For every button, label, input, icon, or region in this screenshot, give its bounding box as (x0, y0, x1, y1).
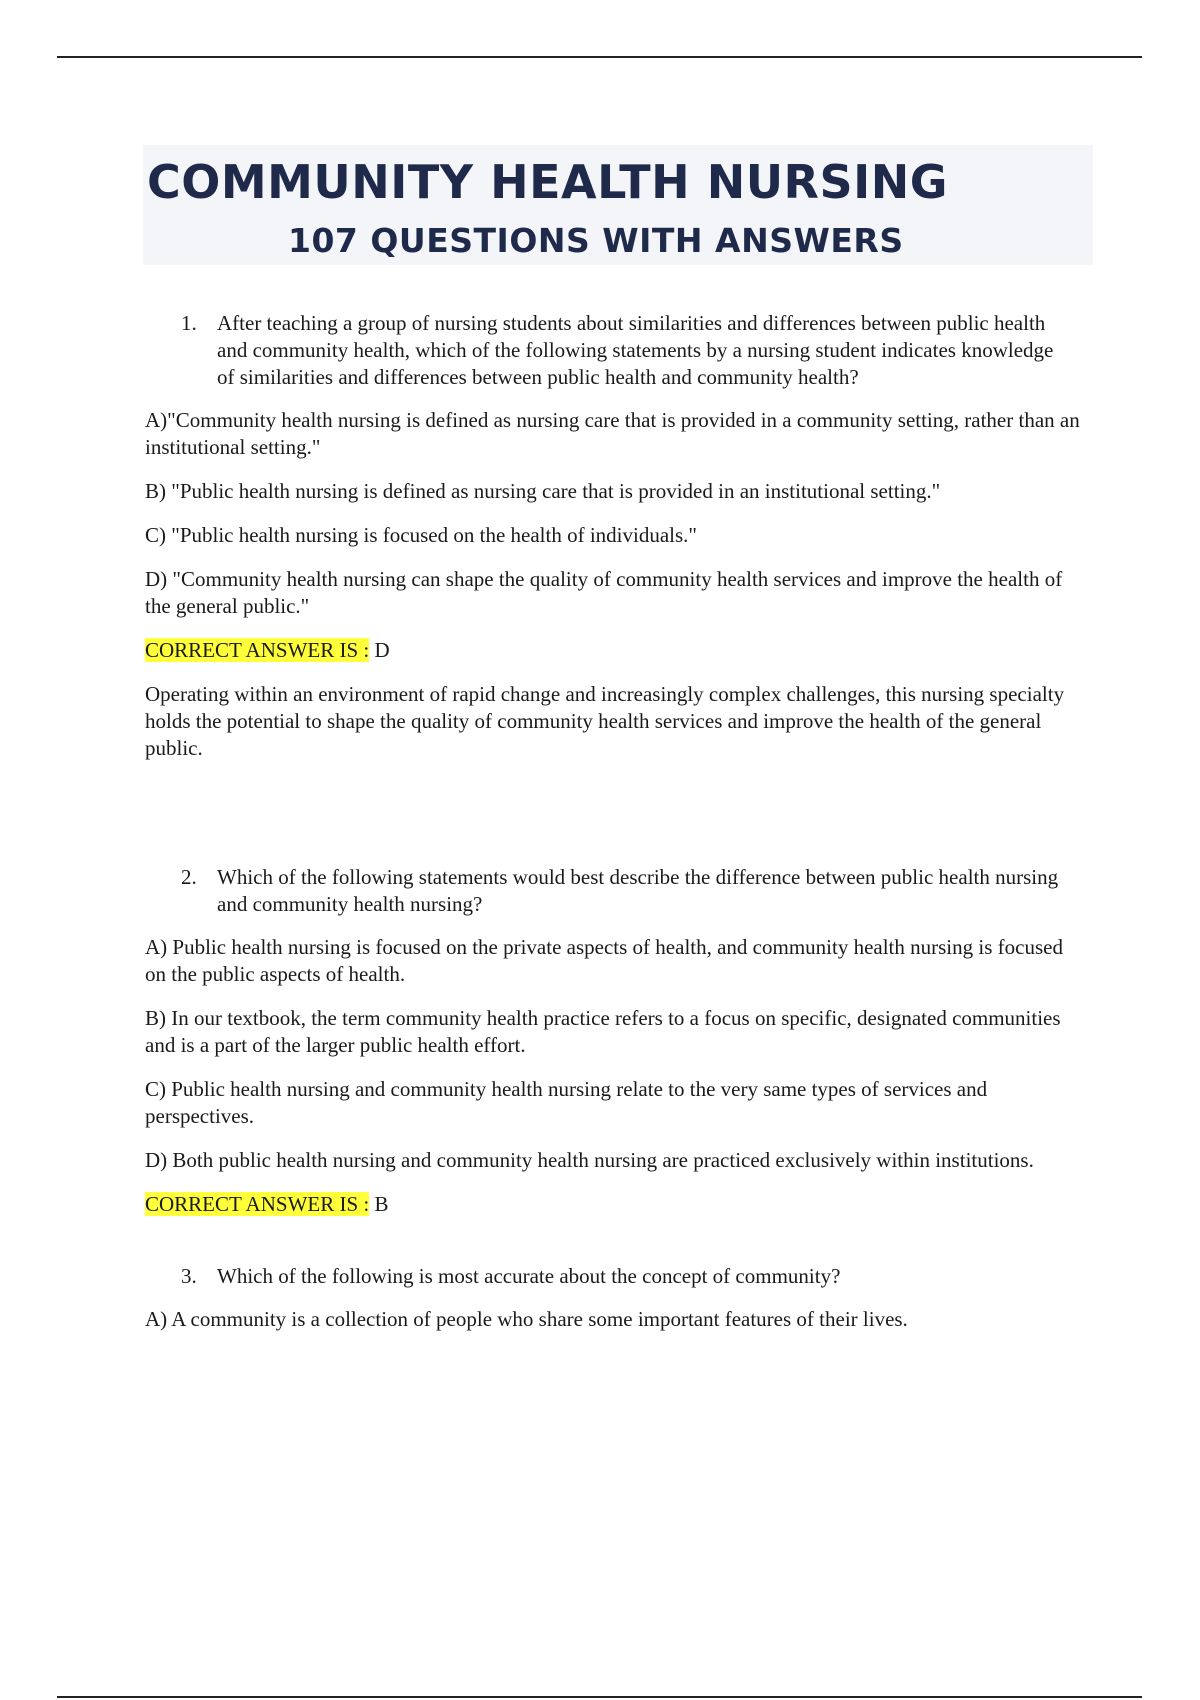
question-stem (181, 310, 1085, 391)
option-b: B) "Public health nursing is defined as nursing care that is provided in an institutional setting." (145, 479, 941, 503)
bottom-rule (57, 1696, 1142, 1698)
question-text: Which of the following statements would best describe the difference between public health nursing and community health nursing? (217, 865, 1059, 916)
option-d: D) "Community health nursing can shape the quality of community health services and improve the health of the general public." (145, 567, 1063, 618)
option-a: A) Public health nursing is focused on the private aspects of health, and community health nursing is focused on the public aspects of health. (145, 935, 1063, 986)
question-text: After teaching a group of nursing students about similarities and differences between public health and community health, which of the following statements by a nursing student indicates knowledge of similarities and differences between public health and community health? (217, 311, 1054, 389)
question-stem (181, 1263, 1085, 1290)
question-block-1 (145, 310, 1085, 762)
answer-value: D (369, 638, 390, 662)
question-number: 2. (181, 865, 197, 889)
question-text: Which of the following is most accurate about the concept of community? (217, 1264, 841, 1288)
correct-answer (145, 637, 1085, 664)
option-a: A) A community is a collection of people who share some important features of their lives. (145, 1307, 908, 1331)
answer-value: B (369, 1192, 389, 1216)
question-number: 3. (181, 1264, 197, 1288)
question-block-3 (145, 1263, 1085, 1333)
option-b: B) In our textbook, the term community health practice refers to a focus on specific, designated communities and is a part of the larger public health effort. (145, 1006, 1061, 1057)
correct-answer (145, 1191, 1085, 1218)
question-list (145, 310, 1085, 1350)
answer-label-highlight: CORRECT ANSWER IS : (145, 1192, 370, 1216)
option-c: C) Public health nursing and community health nursing relate to the very same types of services and perspectives. (145, 1077, 988, 1128)
answer-label-highlight: CORRECT ANSWER IS : (145, 638, 370, 662)
top-rule (57, 56, 1142, 58)
document-title: COMMUNITY HEALTH NURSING (147, 155, 948, 209)
option-a: A)"Community health nursing is defined as nursing care that is provided in a community setting, rather than an institutional setting." (145, 408, 1080, 459)
option-c: C) "Public health nursing is focused on the health of individuals." (145, 523, 697, 547)
title-banner (143, 145, 1093, 265)
answer-explanation: Operating within an environment of rapid change and increasingly complex challenges, this nursing specialty holds the potential to shape the quality of community health services and improve the health of the general public. (145, 682, 1065, 760)
question-stem (181, 864, 1085, 918)
question-number: 1. (181, 311, 197, 335)
option-d: D) Both public health nursing and community health nursing are practiced exclusively within institutions. (145, 1148, 1034, 1172)
question-block-2 (145, 864, 1085, 1218)
document-subtitle: 107 QUESTIONS WITH ANSWERS (288, 221, 904, 260)
